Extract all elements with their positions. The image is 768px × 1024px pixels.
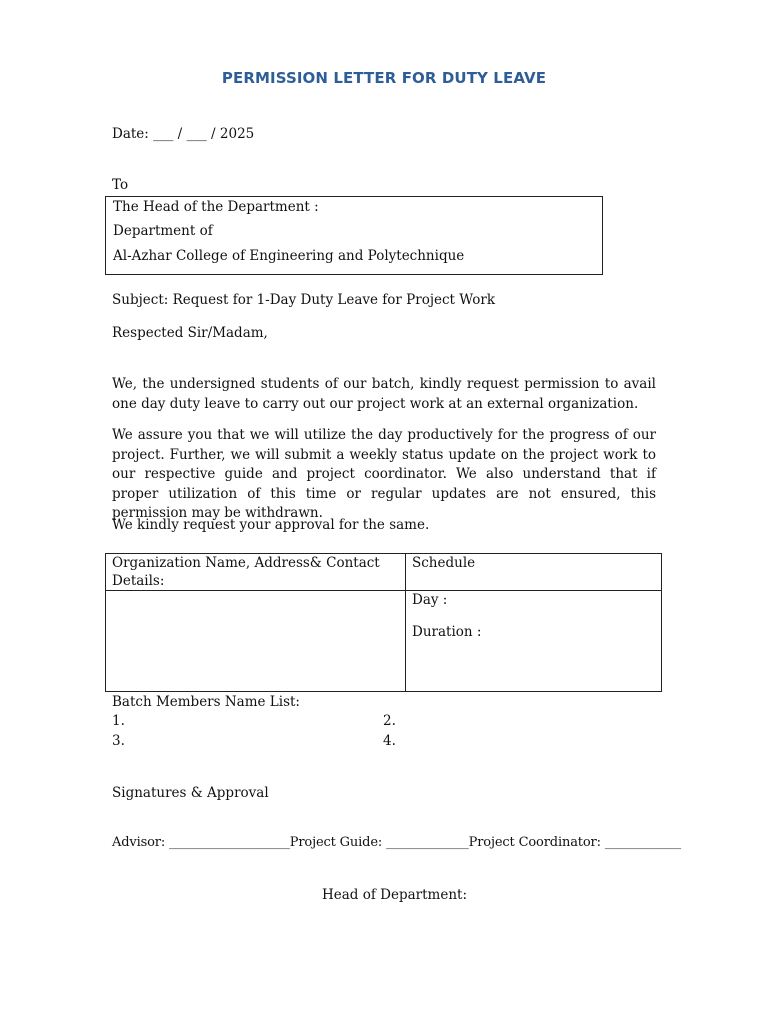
- address-line-2: Department of: [113, 223, 213, 239]
- schedule-cell[interactable]: [406, 591, 662, 692]
- organization-schedule-table: [105, 553, 662, 692]
- day-label: Day :: [412, 592, 448, 608]
- salutation: Respected Sir/Madam,: [112, 325, 268, 341]
- body-paragraph-2: We assure you that we will utilize the day productively for the progress of our project. Further, we will submit a weekly status update on the project work to our respective guide and project coordinator. We also understand that if proper utilization of this time or regular updates are not ensured, this permission may be withdrawn.: [112, 427, 656, 521]
- batch-heading: Batch Members Name List:: [112, 694, 300, 710]
- table-body-row: [106, 591, 662, 692]
- org-details-cell[interactable]: [106, 591, 406, 692]
- batch-member-1: 1.: [112, 713, 125, 729]
- body-paragraph-1: We, the undersigned students of our batch, kindly request permission to avail one day duty leave to carry out our project work at an external organization.: [112, 376, 656, 412]
- recipient-address-box: [105, 196, 603, 275]
- subject-line: Subject: Request for 1-Day Duty Leave for Project Work: [112, 292, 495, 308]
- hod-signature-label: Head of Department:: [322, 887, 467, 903]
- signature-line: Advisor: ___________________Project Guide: _____________Project Coordinator: ____________: [112, 835, 682, 850]
- schedule-header: Schedule: [406, 554, 662, 591]
- batch-member-2: 2.: [383, 713, 396, 729]
- address-line-1: The Head of the Department :: [113, 199, 319, 215]
- to-label: To: [112, 177, 129, 193]
- body-paragraph-3: We kindly request your approval for the same.: [112, 517, 430, 533]
- duration-label: Duration :: [412, 624, 482, 640]
- batch-member-4: 4.: [383, 733, 396, 749]
- org-details-header: Organization Name, Address& Contact Details:: [106, 554, 406, 591]
- table-header-row: [106, 554, 662, 591]
- date-line: Date: ___ / ___ / 2025: [112, 126, 255, 142]
- letter-title: PERMISSION LETTER FOR DUTY LEAVE: [221, 69, 547, 87]
- signatures-heading: Signatures & Approval: [112, 785, 269, 801]
- address-line-3: Al-Azhar College of Engineering and Polytechnique: [113, 248, 465, 264]
- batch-member-3: 3.: [112, 733, 125, 749]
